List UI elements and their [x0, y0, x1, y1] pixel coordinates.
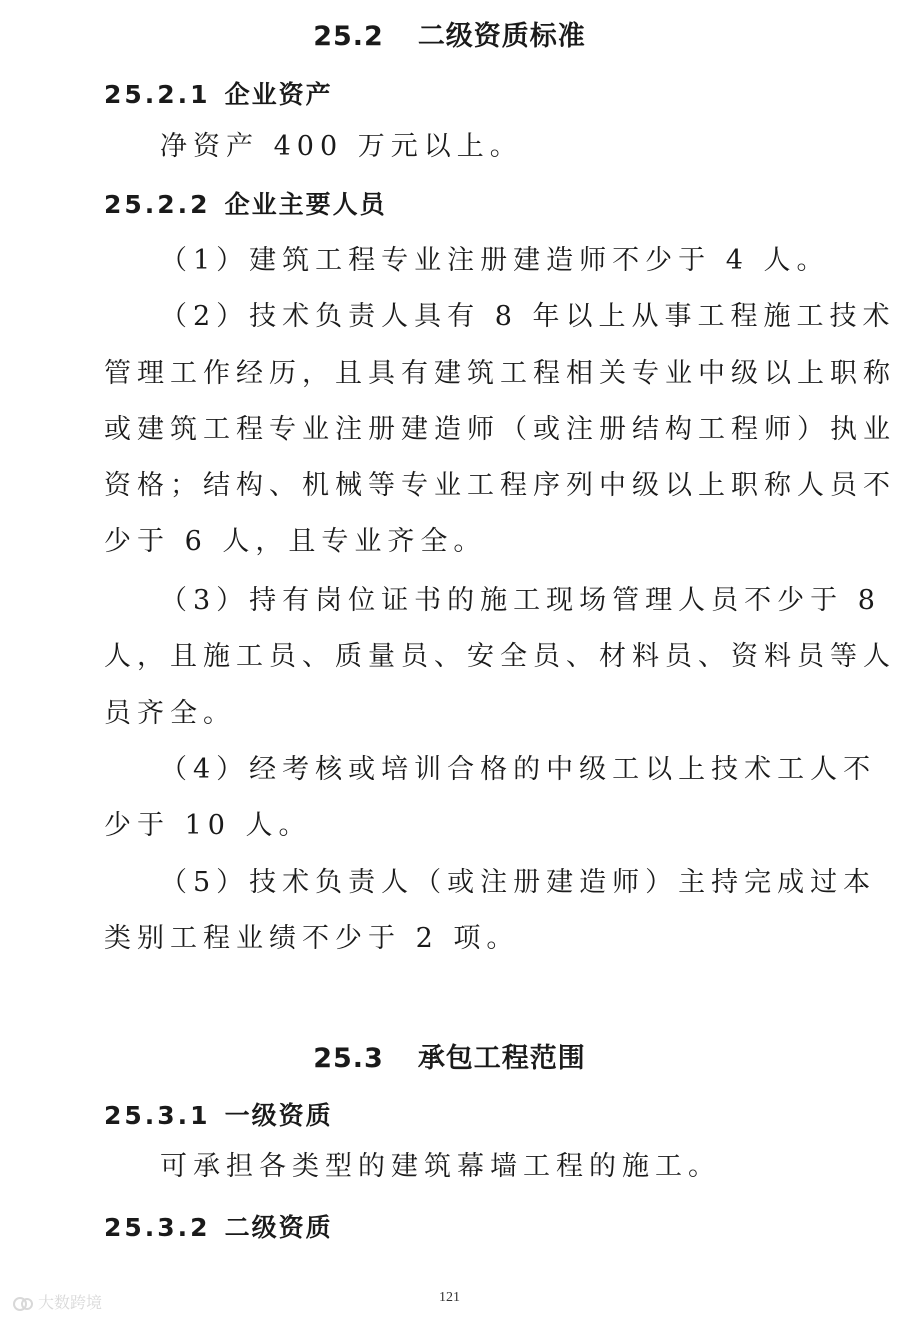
section-number: 25.3	[313, 1043, 384, 1074]
subsection-number: 25.3.1	[104, 1101, 211, 1130]
paragraph-line: 类别工程业绩不少于 2 项。	[104, 923, 520, 954]
subsection-heading-25-3-2	[104, 1208, 333, 1244]
watermark	[12, 1290, 102, 1313]
paragraph-line: （1）建筑工程专业注册建造师不少于 4 人。	[160, 245, 830, 276]
paragraph-line: （2）技术负责人具有 8 年以上从事工程施工技术	[160, 301, 896, 332]
subsection-heading-25-2-1	[104, 75, 333, 111]
subsection-heading-25-3-1	[104, 1096, 333, 1132]
paragraph-line: 员齐全。	[104, 698, 236, 729]
subsection-title-text: 企业主要人员	[224, 190, 387, 219]
paragraph-line: 管理工作经历，且具有建筑工程相关专业中级以上职称	[104, 358, 896, 389]
watermark-logo-icon	[12, 1295, 34, 1313]
paragraph-line: 少于 10 人。	[104, 810, 312, 841]
paragraph-line: （5）技术负责人（或注册建造师）主持完成过本	[160, 867, 877, 898]
subsection-number: 25.3.2	[104, 1213, 211, 1242]
subsection-number: 25.2.2	[104, 190, 211, 219]
section-heading-25-3	[0, 1036, 899, 1075]
paragraph-line: 少于 6 人，且专业齐全。	[104, 526, 487, 557]
subsection-heading-25-2-2	[104, 185, 387, 221]
subsection-number: 25.2.1	[104, 80, 211, 109]
section-heading-25-2	[0, 14, 899, 53]
subsection-title-text: 二级资质	[224, 1213, 333, 1242]
paragraph-line: （4）经考核或培训合格的中级工以上技术工人不	[160, 754, 877, 785]
section-title-text: 二级资质标准	[417, 21, 586, 52]
watermark-text: 大数跨境	[38, 1293, 103, 1312]
paragraph-line: 人，且施工员、质量员、安全员、材料员、资料员等人	[104, 641, 896, 672]
paragraph-line: 或建筑工程专业注册建造师（或注册结构工程师）执业	[104, 414, 896, 445]
subsection-title-text: 一级资质	[224, 1101, 333, 1130]
paragraph-line: 净资产 400 万元以上。	[160, 131, 523, 162]
subsection-title-text: 企业资产	[224, 80, 333, 109]
section-title-text: 承包工程范围	[417, 1043, 586, 1074]
paragraph-line: 资格；结构、机械等专业工程序列中级以上职称人员不	[104, 470, 896, 501]
paragraph-line: 可承担各类型的建筑幕墙工程的施工。	[160, 1151, 721, 1182]
page-number: 121	[439, 1290, 460, 1305]
paragraph-line: （3）持有岗位证书的施工现场管理人员不少于 8	[160, 585, 881, 616]
section-number: 25.2	[313, 21, 384, 52]
